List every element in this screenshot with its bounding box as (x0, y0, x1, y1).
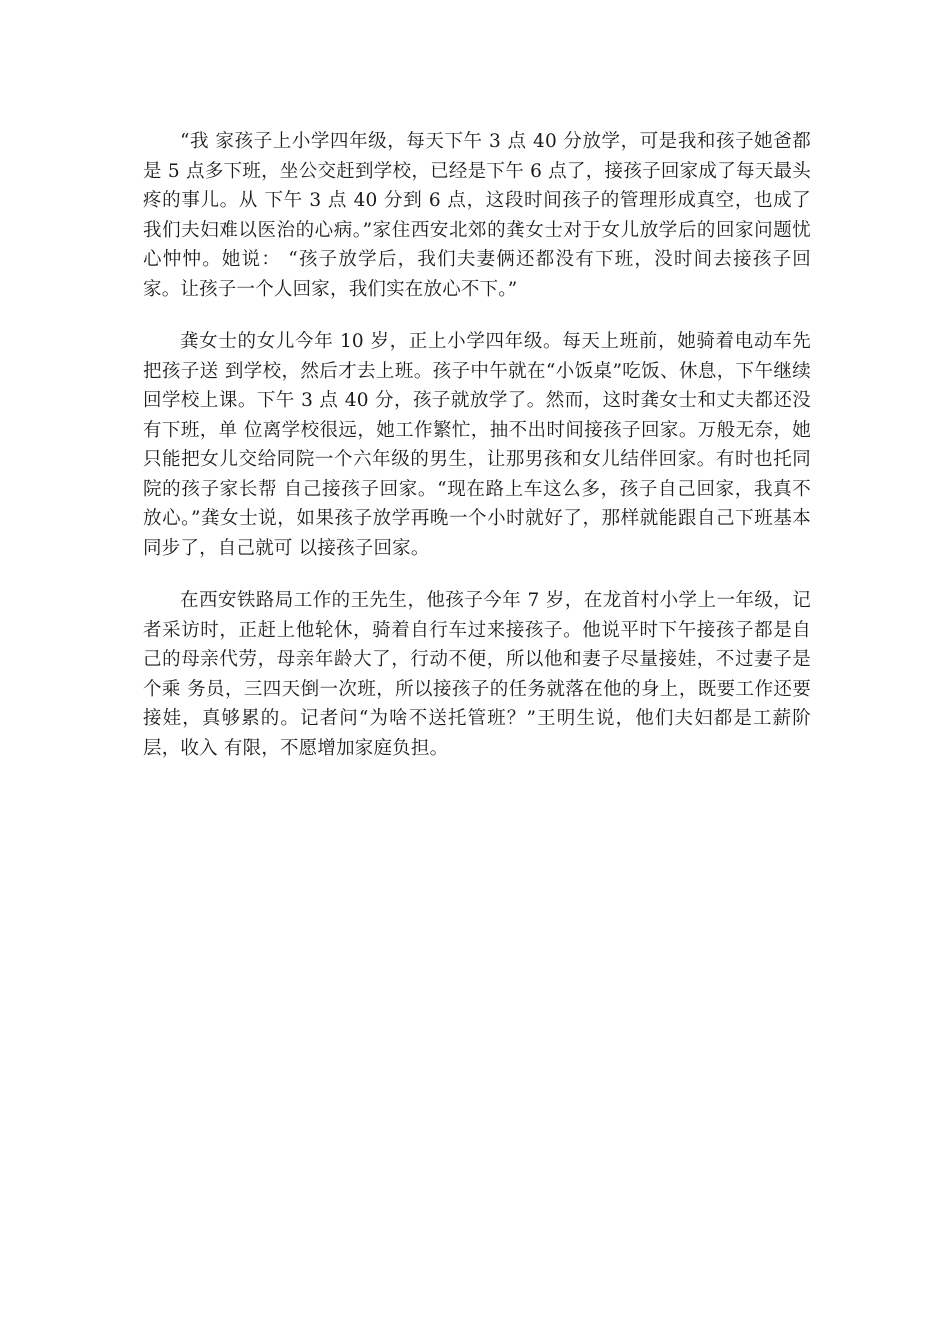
paragraph-1: “我 家孩子上小学四年级，每天下午 3 点 40 分放学，可是我和孩子她爸都是 5 点多下班，坐公交赶到学校，已经是下午 6 点了，接孩子回家成了每天最头疼的事儿。从 下午 3 点 40 分到 6 点，这段时间孩子的管理形成真空，也成了我们夫妇难以医治的心病。”家住西安北郊的龚女士对于女儿放学后的回家问题忧心忡忡。她说： “孩子放学后，我们夫妻俩还都没有下班，没时间去接孩子回家。让孩子一个人回家，我们实在放心不下。” (143, 131, 811, 300)
article-body (143, 127, 811, 763)
paragraph-2: 龚女士的女儿今年 10 岁，正上小学四年级。每天上班前，她骑着电动车先把孩子送 到学校，然后才去上班。孩子中午就在“小饭桌”吃饭、休息，下午继续回学校上课。下午 3 点 40 分，孩子就放学了。然而，这时龚女士和丈夫都还没有下班，单 位离学校很远，她工作繁忙，抽不出时间接孩子回家。万般无奈，她只能把女儿交给同院一个六年级的男生，让那男孩和女儿结伴回家。有时也托同院的孩子家长帮 自己接孩子回家。“现在路上车这么多，孩子自己回家，我真不放心。”龚女士说，如果孩子放学再晚一个小时就好了，那样就能跟自己下班基本同步了，自己就可 以接孩子回家。 (143, 331, 811, 559)
paragraph-3: 在西安铁路局工作的王先生，他孩子今年 7 岁，在龙首村小学上一年级，记 者采访时，正赶上他轮休，骑着自行车过来接孩子。他说平时下午接孩子都是自己的母亲代劳，母亲年龄大了，行动不便，所以他和妻子尽量接娃，不过妻子是个乘 务员，三四天倒一次班，所以接孩子的任务就落在他的身上，既要工作还要接娃，真够累的。记者问“为啥不送托管班？”王明生说，他们夫妇都是工薪阶层，收入 有限，不愿增加家庭负担。 (143, 590, 811, 759)
